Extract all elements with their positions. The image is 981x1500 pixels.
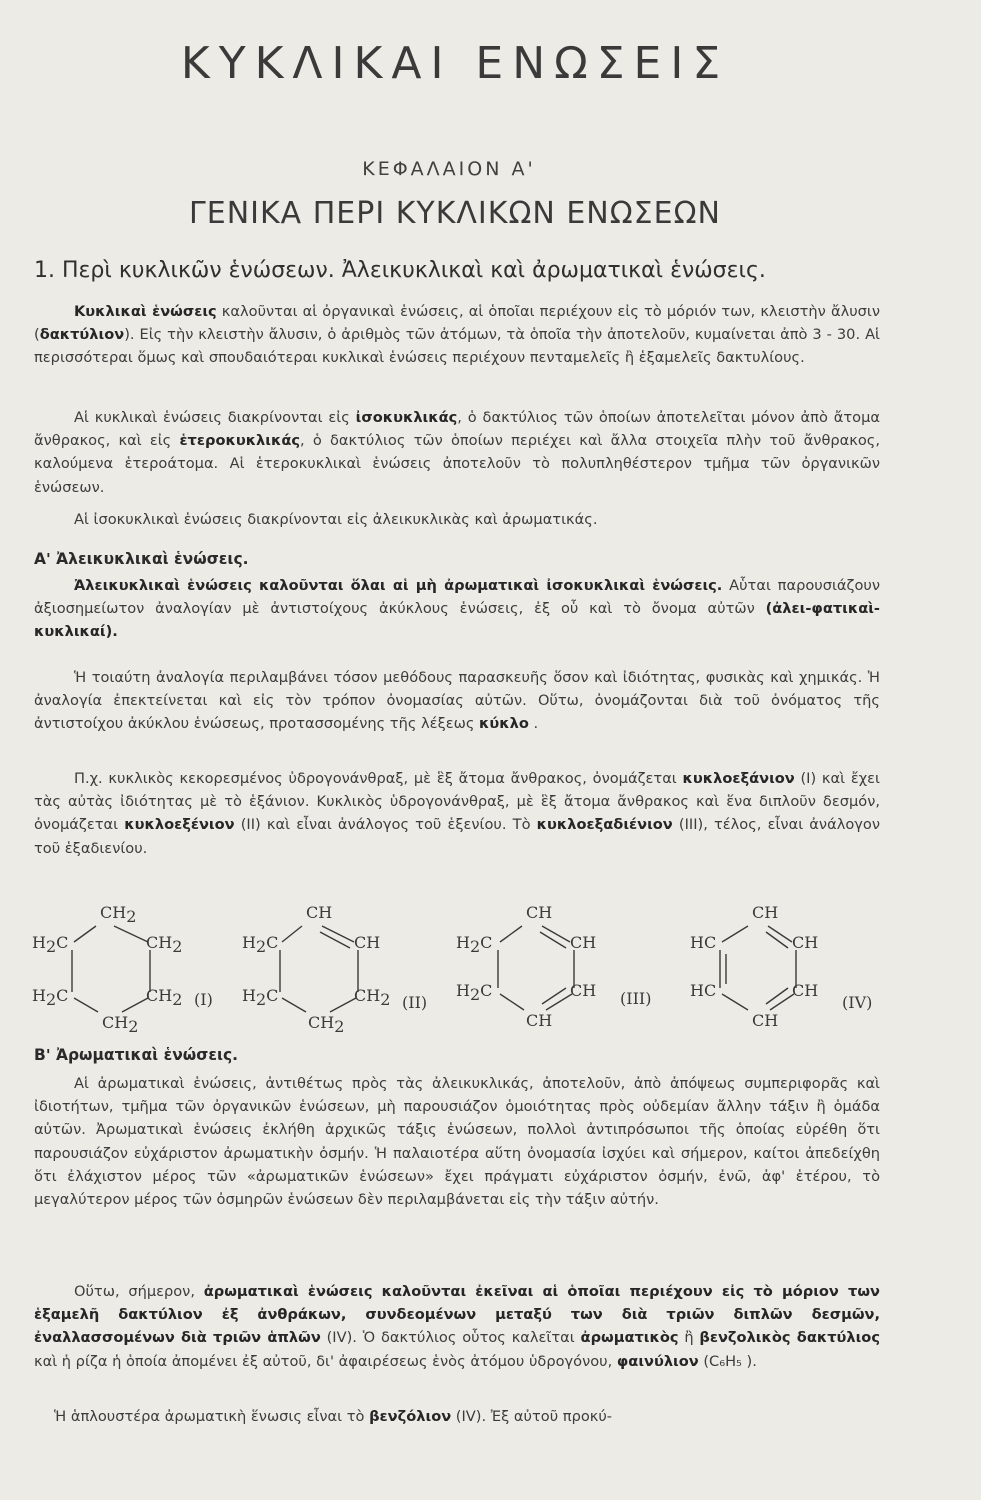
text-span: , ὁ δακτύλιος τῶν ὁποίων ἀποτελεῖται μόνον ἀπὸ ἄτομα ἄνθρακος, καὶ εἰς bbox=[34, 409, 880, 450]
paragraph-isocyclic-split: Αἱ ἰσοκυκλικαὶ ἑνώσεις διακρίνονται εἰς ἀλεικυκλικὰς καὶ ἀρωματικάς. bbox=[74, 511, 598, 528]
term-benzene-ring: βενζολικὸς δακτύλιος bbox=[699, 1329, 880, 1347]
atom-label: CH bbox=[526, 1011, 553, 1030]
text-span: , ὁ δακτύλιος τῶν ὁποίων περιέχει καὶ ἄλλα στοιχεῖα πλὴν τοῦ ἄνθρακος, καλούμενα ἑτεροάτομα. Αἱ ἑτεροκυκλικαὶ ἑνώσεις ἀποτελοῦν τὸ πολυπληθέστερον τμῆμα τῶν ὀργανικῶν ἑνώσεων. bbox=[34, 432, 880, 496]
atom-label: CH2 bbox=[146, 986, 183, 1009]
formula-svg bbox=[30, 898, 890, 1038]
atom-label: CH2 bbox=[354, 986, 391, 1009]
text-span: Ἡ τοιαύτη ἀναλογία περιλαμβάνει τόσον μεθόδους παρασκευῆς ὅσον καὶ ἰδιότητας, φυσικὰς καὶ χημικάς. Ἡ ἀναλογία ἐπεκτείνεται καὶ εἰς τὸν τρόπον ὀνομασίας αὐτῶν. Οὕτω, ὀνομάζονται διὰ τοῦ ὀνόματος τῆς ἀντιστοίχου ἀκύκλου ἑνώσεως, προτασσομένης τῆς λέξεως bbox=[34, 669, 880, 733]
atom-label: CH bbox=[752, 1011, 779, 1030]
atom-label: H2C bbox=[32, 933, 69, 956]
page-title: ΚΥΚΛΙΚΑΙ ΕΝΩΣΕΙΣ bbox=[180, 38, 730, 89]
paragraph-examples bbox=[34, 767, 880, 860]
section-b-heading: Β' Ἀρωματικαὶ ἑνώσεις. bbox=[34, 1046, 239, 1064]
text-span: (IV). Ἐξ αὐτοῦ προκύ- bbox=[451, 1408, 613, 1425]
paragraph-iso-hetero bbox=[34, 406, 880, 499]
term-cyclohexane: κυκλοεξάνιον bbox=[682, 770, 795, 787]
term-phenyl: φαινύλιον bbox=[616, 1352, 699, 1370]
text-span: Αὗται παρουσιάζουν ἀξιοσημείωτον ἀναλογίαν μὲ ἀντιστοίχους ἀκύκλους ἑνώσεις, ἐξ οὗ καὶ τὸ ὄνομα αὐτῶν bbox=[34, 577, 880, 618]
text-span: (C₆H₅ ). bbox=[698, 1352, 757, 1370]
formula-cyclohexane bbox=[32, 903, 213, 1036]
paragraph-aromatic-intro: Αἱ ἀρωματικαὶ ἑνώσεις, ἀντιθέτως πρὸς τὰς ἀλεικυκλικάς, ἀποτελοῦν, ἀπὸ ἀπόψεως συμπεριφορᾶς καὶ ἰδιοτήτων, τμῆμα τῶν ὀργανικῶν ἑνώσεων, μὴ παρουσιάζον ὁμοιότητας πρὸς οὐδεμίαν ἄλλην τάξιν ἢ ὁμάδα αὐτῶν. Ἀρωματικαὶ ἑνώσεις ἐκλήθη ἀρχικῶς τάξις ἑνώσεων, πολλοὶ ἀντιπρόσωποι τῆς ὁποίας εὑρέθη ὅτι παρουσιάζον εὐχάριστον ἀρωματικὴν ὀσμήν. Ἡ παλαιοτέρα αὕτη ὀνομασία ἰσχύει καὶ σήμερον, καίτοι ἀπεδείχθη ὅτι ἐλάχιστον μέρος τῶν «ἀρωματικῶν ἑνώσεων» ἔχει πράγματι εὐχάριστον ὀσμήν, ἐνῶ, ἀφ' ἑτέρου, τὸ μεγαλύτερον μέρος τῶν ὀσμηρῶν ἑνώσεων δὲν περιλαμβάνεται εἰς τὴν τάξιν αὐτήν. bbox=[34, 1075, 880, 1209]
term-heterocyclic: ἑτεροκυκλικάς bbox=[179, 432, 301, 450]
text-span: Οὕτω, σήμερον, bbox=[74, 1283, 204, 1300]
atom-label: CH2 bbox=[308, 1013, 345, 1036]
paragraph-analogy bbox=[34, 666, 880, 736]
atom-label: CH bbox=[354, 933, 381, 952]
atom-label: CH bbox=[570, 933, 597, 952]
atom-label: H2C bbox=[456, 981, 493, 1004]
atom-label: CH2 bbox=[100, 903, 137, 926]
term-isocyclic: ἰσοκυκλικάς bbox=[355, 409, 458, 426]
atom-label: CH2 bbox=[146, 933, 183, 956]
paragraph-benzene bbox=[34, 1405, 880, 1428]
formula-benzene bbox=[690, 903, 872, 1030]
formula-label: (I) bbox=[194, 990, 213, 1009]
chapter-title: ΓΕΝΙΚΑ ΠΕΡΙ ΚΥΚΛΙΚΩΝ ΕΝΩΣΕΩΝ bbox=[189, 196, 721, 231]
atom-label: H2C bbox=[32, 986, 69, 1009]
paragraph-alicyclic-definition bbox=[34, 574, 880, 644]
term-cyclohexene: κυκλοεξένιον bbox=[124, 816, 235, 834]
term-cyclo: κύκλο bbox=[479, 715, 529, 733]
atom-label: CH bbox=[792, 981, 819, 1000]
structural-formulas bbox=[30, 898, 890, 1038]
atom-label: CH bbox=[752, 903, 779, 922]
text-span: καλοῦνται αἱ ὀργανικαὶ ἑνώσεις, αἱ ὁποῖαι περιέχουν εἰς τὸ μόριόν των, κλειστὴν ἄλυσιν ( bbox=[34, 303, 880, 344]
atom-label: H2C bbox=[242, 933, 279, 956]
term-benzene: βενζόλιον bbox=[369, 1408, 452, 1425]
atom-label: CH2 bbox=[102, 1013, 139, 1036]
paragraph-cyclic-definition bbox=[34, 300, 880, 370]
text-span: (IV). Ὁ δακτύλιος οὗτος καλεῖται bbox=[320, 1329, 581, 1347]
text-span: Π.χ. κυκλικὸς κεκορεσμένος ὑδρογονάνθραξ, μὲ ἓξ ἄτομα ἄνθρακος, ὀνομάζεται bbox=[74, 770, 683, 787]
term-aliphatic-cyclic: (ἀλει-φατικαὶ-κυκλικαί). bbox=[34, 600, 880, 641]
term-ring: δακτύλιον bbox=[39, 326, 125, 344]
atom-label: CH bbox=[306, 903, 333, 922]
text-span: καὶ ἡ ρίζα ἡ ὁποία ἀπομένει ἐξ αὐτοῦ, δι' ἀφαιρέσεως ἑνὸς ἀτόμου ὑδρογόνου, bbox=[34, 1352, 617, 1370]
text-span: ἢ bbox=[678, 1329, 700, 1347]
atom-label: H2C bbox=[456, 933, 493, 956]
aromatic-definition: ἀρωματικαὶ ἑνώσεις καλοῦνται ἐκεῖναι αἱ ὁποῖαι περιέχουν εἰς τὸ μόριον των ἑξαμελῆ δακτύλιον ἐξ ἀνθράκων, συνδεομένων μεταξύ των διὰ τριῶν διπλῶν δεσμῶν, ἐναλλασσομένων διὰ τριῶν ἁπλῶν bbox=[34, 1283, 880, 1347]
section-1-heading: 1. Περὶ κυκλικῶν ἑνώσεων. Ἀλεικυκλικαὶ καὶ ἀρωματικαὶ ἑνώσεις. bbox=[34, 258, 766, 283]
formula-label: (II) bbox=[402, 993, 428, 1012]
term-cyclohexadiene: κυκλοεξαδιένιον bbox=[536, 816, 673, 834]
atom-label: CH bbox=[792, 933, 819, 952]
alicyclic-definition: Ἀλεικυκλικαὶ ἑνώσεις καλοῦνται ὅλαι αἱ μὴ ἀρωματικαὶ ἰσοκυκλικαὶ ἑνώσεις. bbox=[74, 577, 723, 594]
atom-label: H2C bbox=[242, 986, 279, 1009]
formula-cyclohexadiene bbox=[456, 903, 651, 1030]
paragraph-aromatic-definition bbox=[34, 1280, 880, 1373]
formula-cyclohexene bbox=[242, 903, 427, 1036]
atom-label: CH bbox=[526, 903, 553, 922]
term-cyclic-compounds: Κυκλικαὶ ἑνώσεις bbox=[74, 303, 217, 320]
section-a-heading: Α' Ἀλεικυκλικαὶ ἑνώσεις. bbox=[34, 550, 249, 568]
text-span: (Ι) καὶ ἔχει τὰς αὐτὰς ἰδιότητας μὲ τὸ ἑξάνιον. Κυκλικὸς ὑδρογονάνθραξ, μὲ ἓξ ἄτομα ἄνθρακος καὶ ἕνα διπλοῦν δεσμόν, ὀνομάζεται bbox=[34, 770, 880, 834]
text-span: Ἡ ἁπλουστέρα ἀρωματικὴ ἕνωσις εἶναι τὸ bbox=[54, 1408, 370, 1425]
text-span: ). Εἰς τὴν κλειστὴν ἄλυσιν, ὁ ἀριθμὸς τῶν ἀτόμων, τὰ ὁποῖα τὴν ἀποτελοῦν, κυμαίνεται ἀπὸ 3 - 30. Αἱ περισσότεραι ὅμως καὶ σπουδαιότεραι κυκλικαὶ ἑνώσεις περιέχουν πενταμελεῖς ἢ ἑξαμελεῖς δακτυλίους. bbox=[34, 326, 880, 367]
atom-label: HC bbox=[690, 933, 717, 952]
text-span: (ΙΙΙ), τέλος, εἶναι ἀνάλογον τοῦ ἑξαδιενίου. bbox=[34, 816, 880, 857]
text-span: Αἱ κυκλικαὶ ἑνώσεις διακρίνονται εἰς bbox=[74, 409, 356, 426]
atom-label: CH bbox=[570, 981, 597, 1000]
formula-label: (IV) bbox=[842, 993, 873, 1012]
chapter-label: ΚΕΦΑΛΑΙΟΝ Α' bbox=[362, 158, 536, 180]
term-aromatic: ἀρωματικὸς bbox=[580, 1329, 679, 1347]
text-span: . bbox=[528, 715, 539, 733]
formula-label: (III) bbox=[620, 989, 652, 1008]
text-span: (ΙΙ) καὶ εἶναι ἀνάλογος τοῦ ἑξενίου. Τὸ bbox=[234, 816, 537, 834]
atom-label: HC bbox=[690, 981, 717, 1000]
